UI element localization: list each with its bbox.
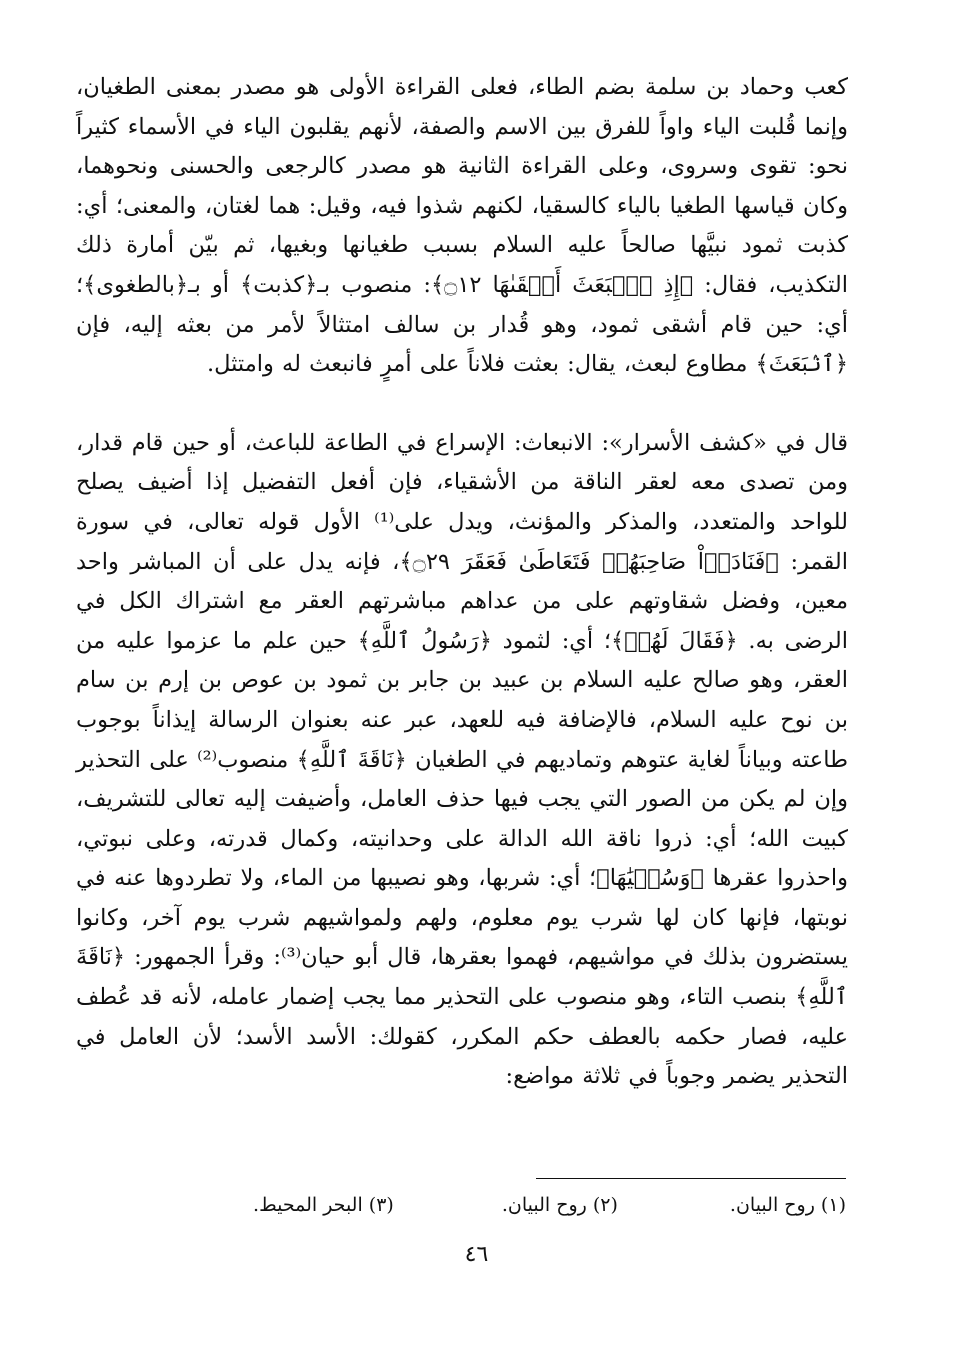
footnotes: [76, 1192, 848, 1218]
paragraph: قال في «كشف الأسرار»: الانبعاث: الإسراع في الطاعة للباعث، أو حين قام قدار، ومن تصدى معه لعقر الناقة من الأشقياء، فإن أفعل التفضيل إذا أضيف يصلح للواحد والمتعدد، والمذكر والمؤنث، ويدل على⁽¹⁾ الأول قوله تعالى، في سورة القمر: ﴿فَنَادَوۡاْ صَاحِبَهُمۡ فَتَعَاطَىٰ فَعَقَرَ ۝٢٩﴾، فإنه يدل على أن المباشر واحد معين، وفضل شقاوتهم على من عداهم مباشرتهم العقر مع اشتراك الكل في الرضى به. ﴿فَقَالَ لَهُمۡ﴾؛ أي: لثمود ﴿رَسُولُ ٱللَّهِ﴾ حين علم ما عزموا عليه من العقر، وهو صالح عليه السلام بن عبيد بن جابر بن ثمود بن عوص بن إرم بن سام بن نوح عليه السلام، فالإضافة فيه للعهد، عبر عنه بعنوان الرسالة إيذاناً بوجوب طاعته وبياناً لغاية عتوهم وتماديهم في الطغيان ﴿نَاقَةَ ٱللَّهِ﴾ منصوب⁽²⁾ على التحذير وإن لم يكن من الصور التي يجب فيها حذف العامل، وأضيفت إليه تعالى للتشريف، كبيت الله؛ أي: ذروا ناقة الله الدالة على وحدانيته، وكمال قدرته، وعلى نبوتي، واحذروا عقرها ﴿وَسُقۡيَٰهَا﴾؛ أي: شربها، وهو نصيبها من الماء، ولا تطردوها عنه في نوبتها، فإنها كان لها شرب يوم معلوم، ولهم ولمواشيهم شرب يوم آخر، وكانوا يستضرون بذلك في مواشيهم، فهموا بعقرها، قال أبو حيان⁽³⁾: وقرأ الجمهور: ﴿نَاقَةَ ٱللَّهِ﴾ بنصب التاء، وهو منصوب على التحذير مما يجب إضمار عامله، لأنه قد عُطف عليه، فصار حكمه بالعطف حكم المكرر، كقولك: الأسد الأسد؛ لأن العامل في التحذير يضمر وجوباً في ثلاثة مواضع:: [76, 429, 848, 1090]
footnote-3: (٣) البحر المحيط.: [253, 1194, 394, 1216]
paragraph: كعب وحماد بن سلمة بضم الطاء، فعلى القراءة الأولى هو مصدر بمعنى الطغيان، وإنما قُلبت الياء واواً للفرق بين الاسم والصفة، لأنهم يقلبون الياء في الأسماء كثيراً نحو: تقوى وسروى، وعلى القراءة الثانية هو مصدر كالرجعى والحسنى ونحوهما، وكان قياسها الطغيا بالياء كالسقيا، لكنهم شذوا فيه، وقيل: هما لغتان، والمعنى؛ أي: كذبت ثمود نبيَّها صالحاً عليه السلام بسبب طغيانها وبغيها، ثم بيّن أمارة ذلك التكذيب، فقال: ﴿إِذِ ٱنۢبَعَثَ أَشۡقَىٰهَا ۝١٢﴾: منصوب بـ﴿كذبت﴾ أو بـ﴿بالطغوى﴾؛ أي: حين قام أشقى ثمود، وهو قُدار بن سالف امتثالاً لأمر من بعثه إليه، فإن ﴿ٱنۢبَعَثَ﴾ مطاوع لبعث، يقال: بعثت فلاناً على أمرٍ فانبعث له وامتثل.: [76, 74, 849, 378]
page-number: ٤٦: [464, 1242, 489, 1267]
footnote-1: (١) روح البيان.: [729, 1194, 846, 1216]
page-body: [76, 68, 848, 1097]
footnote-2: (٢) روح البيان.: [501, 1194, 618, 1216]
footnote-separator: [536, 1178, 846, 1179]
